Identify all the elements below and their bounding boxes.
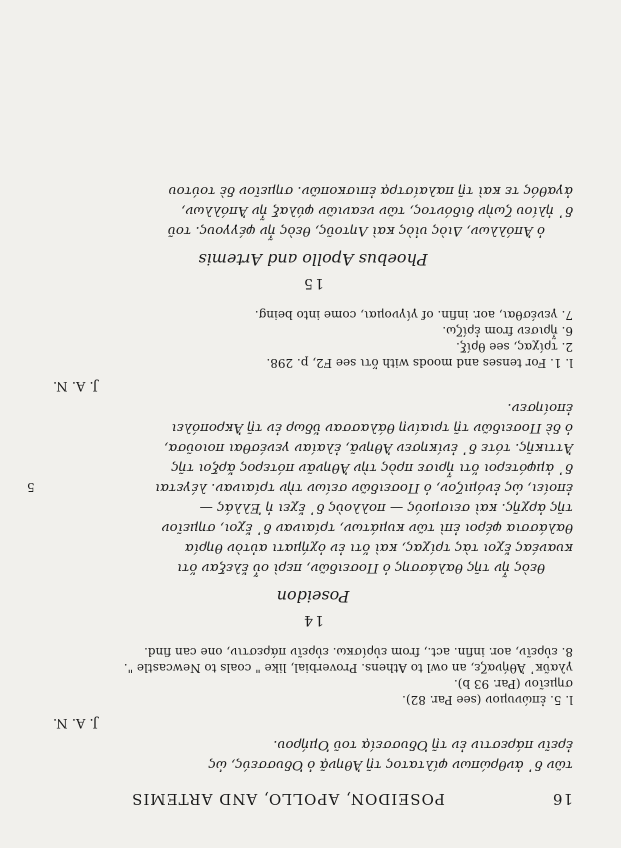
text-line — [27, 477, 573, 497]
text-line: τῆς ἀρχῆς. καὶ σεισμούς — πολλοὺς δ᾽ ἔχει ἡ Ἑλλάς — — [199, 500, 573, 515]
text-line: θαλάσσια φέροι ἐπὶ τῶν κυμάτων, τρίαιναν δ᾽ ἔχοι, σημεῖον — [161, 520, 573, 535]
text-line: ὁ δὲ Ποσειδῶν τῇ τριαίνῃ θάλασσαν ὕδωρ ἐν τῇ Ἀκροπόλει — [171, 420, 573, 435]
text-line: ἐρεῖν πάρεστιν ἐν τῇ Ὀδυσσείᾳ τοῦ Ὁμήρου. — [273, 737, 573, 752]
text-line: δ᾽ ἀμφότεροι ὅτι ἦρισε πρὸς τὴν Ἀθηνᾶν πότερος ἄρξοι τῆς — [171, 460, 573, 475]
section-title: Phoebus Apollo and Artemis — [198, 250, 428, 269]
footnote: 6. ἦρισεν from ἐρίζω. — [442, 324, 573, 338]
section-14 — [27, 307, 573, 628]
text-line: Ἀττικῆς. τότε δ᾽ ἐνίκησεν Ἀθηνᾶ, ἐλαίαν γενέσθαι ποιοῦσα, — [164, 440, 573, 455]
section-number: 14 — [302, 612, 324, 628]
footnote: 2. τρίχας, see θρίξ. — [456, 340, 573, 354]
footnote: γλαῦκ᾽ Ἀθήναζε, an owl to Athens. Proverbial, like " coals to Newcastle ". — [123, 661, 573, 675]
section-title: Poseidon — [276, 587, 350, 606]
section-number: 15 — [302, 275, 324, 291]
running-header — [53, 790, 573, 808]
page-number: 16 — [551, 790, 573, 808]
footnotes — [53, 307, 573, 371]
text-line: δ᾽ ἡλίου ζωὴν διδόντος, τῶν νεανιῶν φύλαξ ἦν Ἀπόλλων, — [181, 203, 573, 218]
text-line: θεὸς ἦν τῆς θαλάσσης ὁ Ποσειδῶν, περὶ οὗ ἔλεξαν ὅτι — [176, 560, 545, 575]
line-number: 5 — [27, 480, 35, 494]
footnote: 8. εὑρεῖν, aor. infin. act., from εὑρίσκω. εὑρεῖν πάρεστιν, one can find. — [144, 645, 573, 659]
text-line: ἀγαθός τε καὶ τῇ παλαίστρᾳ ἐπισκοπῶν. σημεῖον δὲ τούτου — [168, 183, 573, 198]
running-title: POSEIDON, APOLLO, AND ARTEMIS — [131, 790, 445, 808]
section-15 — [53, 180, 573, 291]
footnotes — [53, 644, 573, 708]
section-13-tail — [53, 644, 573, 774]
text-line: ὁ Ἀπόλλων, Διὸς υἱὸς καὶ Λητοῦς, θεὸς ἦν φέγγους. τοῦ — [167, 223, 545, 238]
page-content — [27, 180, 573, 808]
signature: J. A. N. — [53, 715, 98, 730]
text-line: τῶν δ᾽ ἀνθρώπων φίλτατος τῇ Ἀθηνᾷ ὁ Ὀδυσσεύς, ὡς — [208, 757, 573, 772]
text-line: κυανέας ἔχοι τὰς τρίχας, καὶ ὅτι ἐν ὀχήματι αὐτὸν θηρία — [184, 540, 573, 555]
text-line: ἐποίησεν. — [507, 400, 573, 415]
text-line-content: ἐποίει, ὡς ἐνόμιζον, ὁ Ποσειδῶν σείων τὴν τρίαιναν. λέγεται — [154, 480, 573, 495]
footnote: σημεῖον (Par. 93 b). — [453, 677, 573, 691]
footnote: 7. γενέσθαι, aor. infin. of γίγνομαι, come into being. — [254, 308, 573, 322]
footnote: l. 1. For tenses and moods with ὅτι see F2, p. 298. — [266, 356, 573, 370]
signature: J. A. N. — [53, 378, 98, 393]
footnote: l. 5. ἐπώνυμον (see Par. 82). — [402, 693, 573, 707]
